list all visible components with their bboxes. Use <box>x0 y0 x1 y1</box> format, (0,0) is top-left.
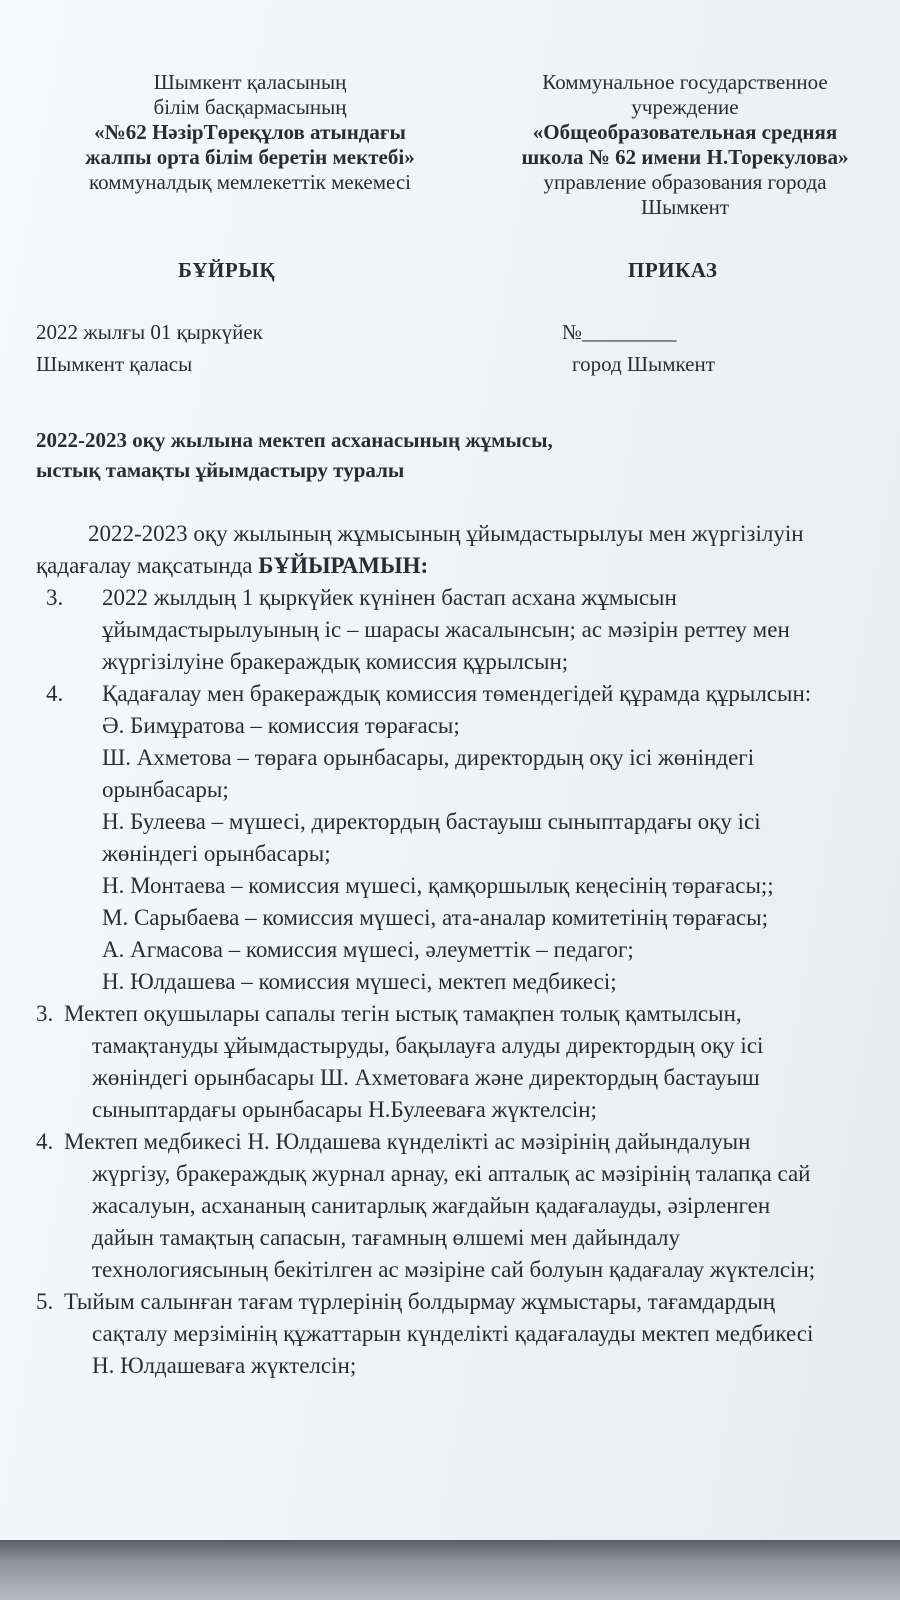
order-title-ru: ПРИКАЗ <box>628 258 718 282</box>
list-item-line: Тыйым салынған тағам түрлерінің болдырмау жұмыстары, тағамдардың <box>64 1289 776 1314</box>
list-item <box>46 582 886 678</box>
list-item-line: Қадағалау мен бракераждық комиссия төмендегідей құрамда құрылсын: <box>102 681 812 706</box>
list-item-text <box>64 1126 886 1286</box>
school-name-ru: школа № 62 имени Н.Торекулова» <box>521 145 849 169</box>
header-russian <box>480 70 890 220</box>
header-ru-line: Коммунальное государственное <box>542 70 828 94</box>
header-kz-line: коммуналдық мемлекеттік мекемесі <box>88 170 412 194</box>
list-item-line: Мектеп медбикесі Н. Юлдашева күнделікті ас мәзірінің дайындалуын <box>64 1129 751 1154</box>
school-name-kz: «№62 НәзірТөреқұлов атындағы <box>94 120 406 144</box>
list-item-line: дайын тамақтың сапасын, тағамның өлшемі мен дайындалу <box>92 1225 681 1250</box>
header-kazakh <box>30 70 470 195</box>
list-item-number: 3. <box>36 1001 54 1026</box>
school-name-ru: «Общеобразовательная средняя <box>532 120 838 144</box>
list-item-line: Н. Юлдашеваға жүктелсін; <box>92 1353 357 1378</box>
commission-member: А. Агмасова – комиссия мүшесі, әлеуметтік – педагог; <box>102 937 634 962</box>
order-body <box>36 518 886 1382</box>
list-item-text <box>64 1286 886 1382</box>
order-number: №_________ <box>562 320 677 344</box>
list-item <box>36 1286 886 1382</box>
list-item-line: жүргізу, бракераждық журнал арнау, екі апталық ас мәзірінің талапқа сай <box>92 1161 811 1186</box>
commission-member: Ш. Ахметова – төраға орынбасары, директордың оқу ісі жөніндегі <box>102 745 755 770</box>
commission-member: Н. Булеева – мүшесі, директордың бастауыш сыныптардағы оқу ісі <box>102 809 761 834</box>
commission-member: Н. Юлдашева – комиссия мүшесі, мектеп медбикесі; <box>102 969 617 994</box>
commission-member: М. Сарыбаева – комиссия мүшесі, ата-аналар комитетінің төрағасы; <box>102 905 768 930</box>
commission-member: Ә. Бимұратова – комиссия төрағасы; <box>102 713 460 738</box>
list-item <box>46 678 886 998</box>
order-title-kz: БҰЙРЫҚ <box>178 258 276 282</box>
list-item-number: 3. <box>46 585 64 610</box>
header-ru-line: учреждение <box>631 95 739 119</box>
header-ru-line: управление образования города <box>543 170 827 194</box>
list-item-line: ұйымдастырылуының іс – шарасы жасалынсын; ас мәзірін реттеу мен <box>102 617 790 642</box>
commission-member: орынбасары; <box>102 777 229 802</box>
list-item-text <box>64 998 886 1126</box>
commission-member: жөніндегі орынбасары; <box>102 841 331 866</box>
preamble-text: қадағалау мақсатында <box>36 553 259 578</box>
list-item-line: жүргізілуіне бракераждық комиссия құрылсын; <box>102 649 569 674</box>
list-item-line: 2022 жылдың 1 қыркүйек күнінен бастап асхана жұмысын <box>102 585 677 610</box>
list-item-line: Мектеп оқушылары сапалы тегін ыстық тамақпен толық қамтылсын, <box>64 1001 742 1026</box>
header-ru-line: Шымкент <box>641 195 729 219</box>
subject-line: 2022-2023 оқу жылына мектеп асханасының жұмысы, <box>36 428 553 452</box>
list-item-line: сыныптардағы орынбасары Н.Булееваға жүктелсін; <box>92 1097 597 1122</box>
list-item-line: технологиясының бекітілген ас мәзіріне сай болуын қадағалау жүктелсін; <box>92 1257 816 1282</box>
list-item-line: жасалуын, асхананың санитарлық жағдайын қадағалауды, әзірленген <box>92 1193 771 1218</box>
city-ru: город Шымкент <box>572 352 715 376</box>
preamble-line: 2022-2023 оқу жылының жұмысының ұйымдастырылуы мен жүргізілуін <box>88 521 804 546</box>
commission-member: Н. Монтаева – комиссия мүшесі, қамқоршылық кеңесінің төрағасы;; <box>102 873 774 898</box>
city-kz: Шымкент қаласы <box>36 352 193 376</box>
list-item <box>36 1126 886 1286</box>
order-subject <box>36 425 856 485</box>
list-item-number: 4. <box>36 1129 54 1154</box>
preamble-line <box>36 550 886 582</box>
order-keyword: БҰЙЫРАМЫН: <box>258 553 429 578</box>
list-item-line: тамақтануды ұйымдастыруды, бақылауға алуды директордың оқу ісі <box>92 1033 764 1058</box>
order-date: 2022 жылғы 01 қыркүйек <box>36 320 263 344</box>
background-surface <box>0 1540 900 1600</box>
school-name-kz: жалпы орта білім беретін мектебі» <box>85 145 415 169</box>
list-item-line: жөніндегі орынбасары Ш. Ахметоваға және директордың бастауыш <box>92 1065 760 1090</box>
header-kz-line: білім басқармасының <box>153 95 347 119</box>
subject-line: ыстық тамақты ұйымдастыру туралы <box>36 458 405 482</box>
list-item-number: 5. <box>36 1289 54 1314</box>
list-item-line: сақталу мерзімінің құжаттарын күнделікті қадағалауды мектеп медбикесі <box>92 1321 814 1346</box>
list-item <box>36 998 886 1126</box>
list-item-number: 4. <box>46 681 64 706</box>
header-kz-line: Шымкент қаласының <box>153 70 347 94</box>
